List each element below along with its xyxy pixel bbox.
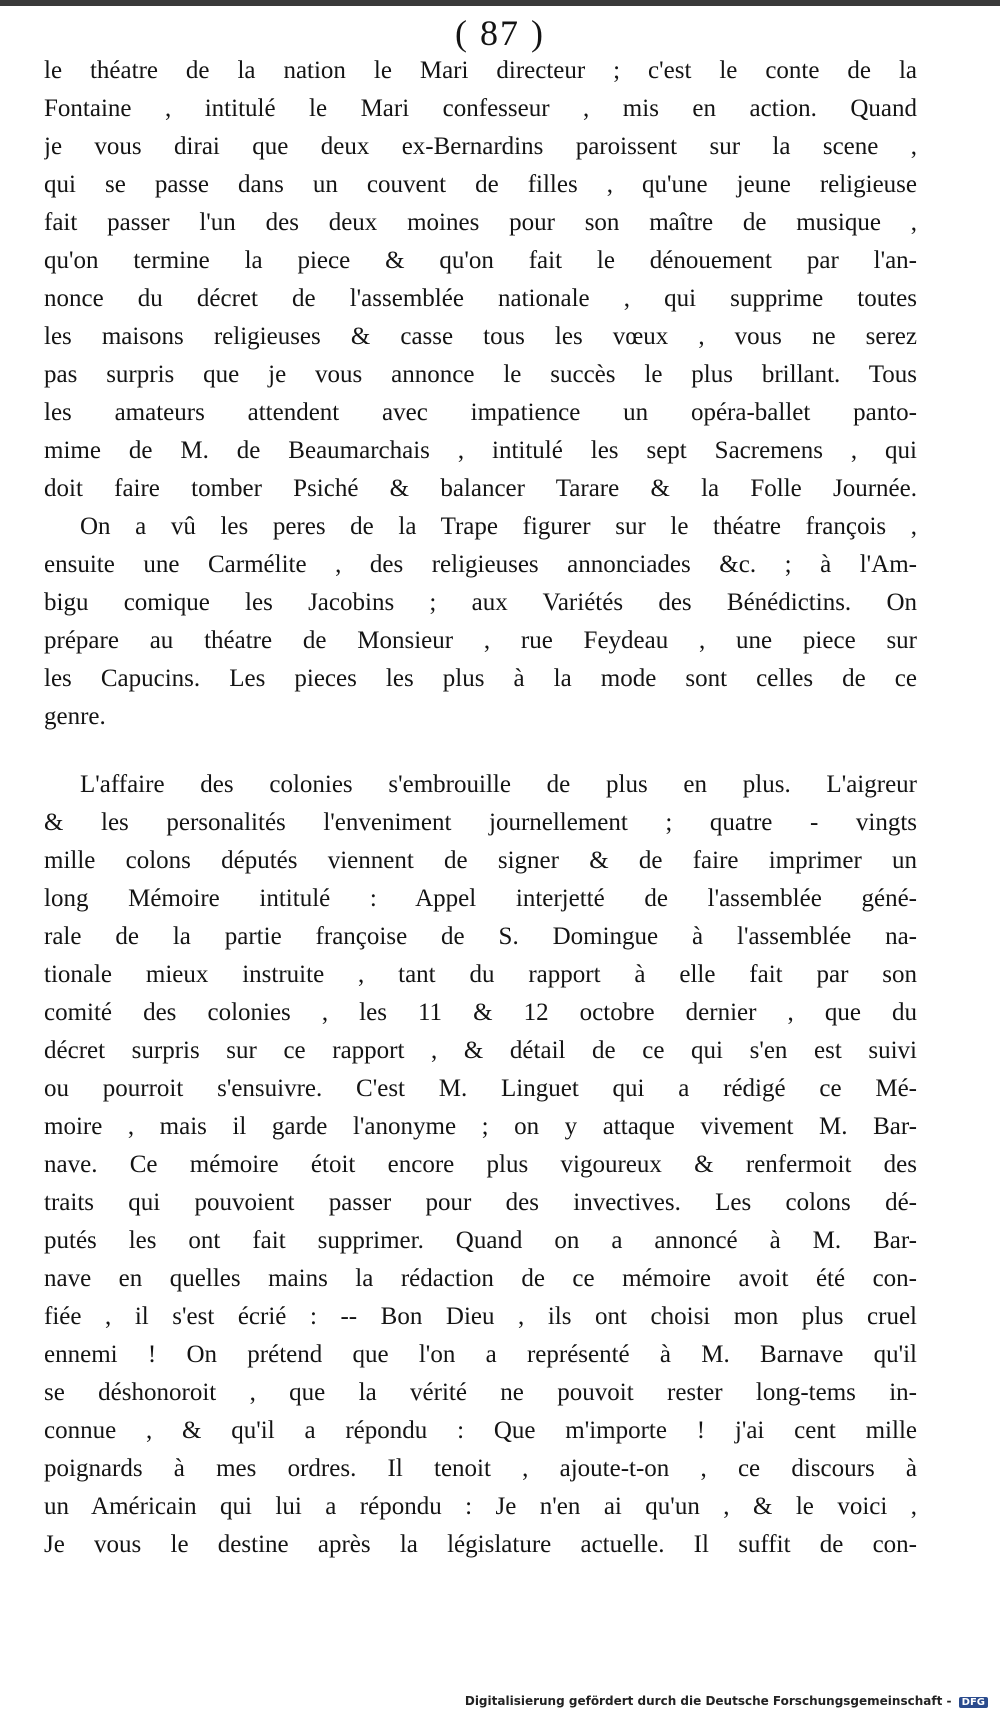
text-line: décret surpris sur ce rapport , & détail de ce qui s'en est suivi — [44, 1037, 917, 1064]
paragraph-1 — [44, 52, 917, 508]
text-line: les maisons religieuses & casse tous les vœux , vous ne serez — [44, 323, 917, 350]
text-line: poignards à mes ordres. Il tenoit , ajoute-t-on , ce discours à — [44, 1455, 917, 1482]
text-line: bigu comique les Jacobins ; aux Variétés des Bénédictins. On — [44, 589, 917, 616]
text-line: ennemi ! On prétend que l'on a représenté à M. Barnave qu'il — [44, 1341, 917, 1368]
text-line: fiée , il s'est écrié : -- Bon Dieu , ils ont choisi mon plus cruel — [44, 1303, 917, 1330]
text-line: genre. — [44, 703, 106, 730]
text-line: moire , mais il garde l'anonyme ; on y attaque vivement M. Bar- — [44, 1113, 917, 1140]
paragraph-2 — [44, 508, 917, 736]
text-line: traits qui pouvoient passer pour des invectives. Les colons dé- — [44, 1189, 917, 1216]
text-line: putés les ont fait supprimer. Quand on a annoncé à M. Bar- — [44, 1227, 917, 1254]
dfg-logo: DFG — [959, 1697, 988, 1708]
text-line: mille colons députés viennent de signer & de faire imprimer un — [44, 847, 917, 874]
text-line: prépare au théatre de Monsieur , rue Feydeau , une piece sur — [44, 627, 917, 654]
text-line: nave. Ce mémoire étoit encore plus vigoureux & renfermoit des — [44, 1151, 917, 1178]
text-line: comité des colonies , les 11 & 12 octobre dernier , que du — [44, 999, 917, 1026]
text-line: L'affaire des colonies s'embrouille de plus en plus. L'aigreur — [80, 771, 917, 798]
text-line: je vous dirai que deux ex-Bernardins paroissent sur la scene , — [44, 133, 917, 160]
page-number: ( 87 ) — [455, 13, 545, 53]
text-line: le théatre de la nation le Mari directeur ; c'est le conte de la — [44, 57, 917, 84]
text-line: long Mémoire intitulé : Appel interjetté de l'assemblée géné- — [44, 885, 917, 912]
text-line: rale de la partie françoise de S. Domingue à l'assemblée na- — [44, 923, 917, 950]
text-line: tionale mieux instruite , tant du rapport à elle fait par son — [44, 961, 917, 988]
text-line: mime de M. de Beaumarchais , intitulé les sept Sacremens , qui — [44, 437, 917, 464]
text-line: un Américain qui lui a répondu : Je n'en ai qu'un , & le voici , — [44, 1493, 917, 1520]
text-line: connue , & qu'il a répondu : Que m'importe ! j'ai cent mille — [44, 1417, 917, 1444]
text-line: les amateurs attendent avec impatience un opéra-ballet panto- — [44, 399, 917, 426]
text-line: fait passer l'un des deux moines pour son maître de musique , — [44, 209, 917, 236]
paragraph-gap — [44, 736, 917, 766]
text-line: ensuite une Carmélite , des religieuses annonciades &c. ; à l'Am- — [44, 551, 917, 578]
text-line: les Capucins. Les pieces les plus à la mode sont celles de ce — [44, 665, 917, 692]
text-line: nonce du décret de l'assemblée nationale , qui supprime toutes — [44, 285, 917, 312]
body-text — [44, 52, 917, 1564]
text-line: se déshonoroit , que la vérité ne pouvoit rester long-tems in- — [44, 1379, 917, 1406]
paragraph-3 — [44, 766, 917, 1564]
digitization-credit — [465, 1694, 988, 1708]
text-line: doit faire tomber Psiché & balancer Tarare & la Folle Journée. — [44, 475, 917, 502]
text-line: qui se passe dans un couvent de filles , qu'une jeune religieuse — [44, 171, 917, 198]
text-line: nave en quelles mains la rédaction de ce mémoire avoit été con- — [44, 1265, 917, 1292]
text-line: pas surpris que je vous annonce le succès le plus brillant. Tous — [44, 361, 917, 388]
text-line: Je vous le destine après la législature actuelle. Il suffit de con- — [44, 1531, 917, 1558]
credit-text: Digitalisierung gefördert durch die Deutsche Forschungsgemeinschaft - — [464, 1694, 952, 1708]
text-line: & les personalités l'enveniment journellement ; quatre - vingts — [44, 809, 917, 836]
text-line: On a vû les peres de la Trape figurer sur le théatre françois , — [80, 513, 917, 540]
text-line: Fontaine , intitulé le Mari confesseur , mis en action. Quand — [44, 95, 917, 122]
text-line: ou pourroit s'ensuivre. C'est M. Linguet qui a rédigé ce Mé- — [44, 1075, 917, 1102]
scan-edge — [0, 0, 1000, 6]
text-line: qu'on termine la piece & qu'on fait le dénouement par l'an- — [44, 247, 917, 274]
